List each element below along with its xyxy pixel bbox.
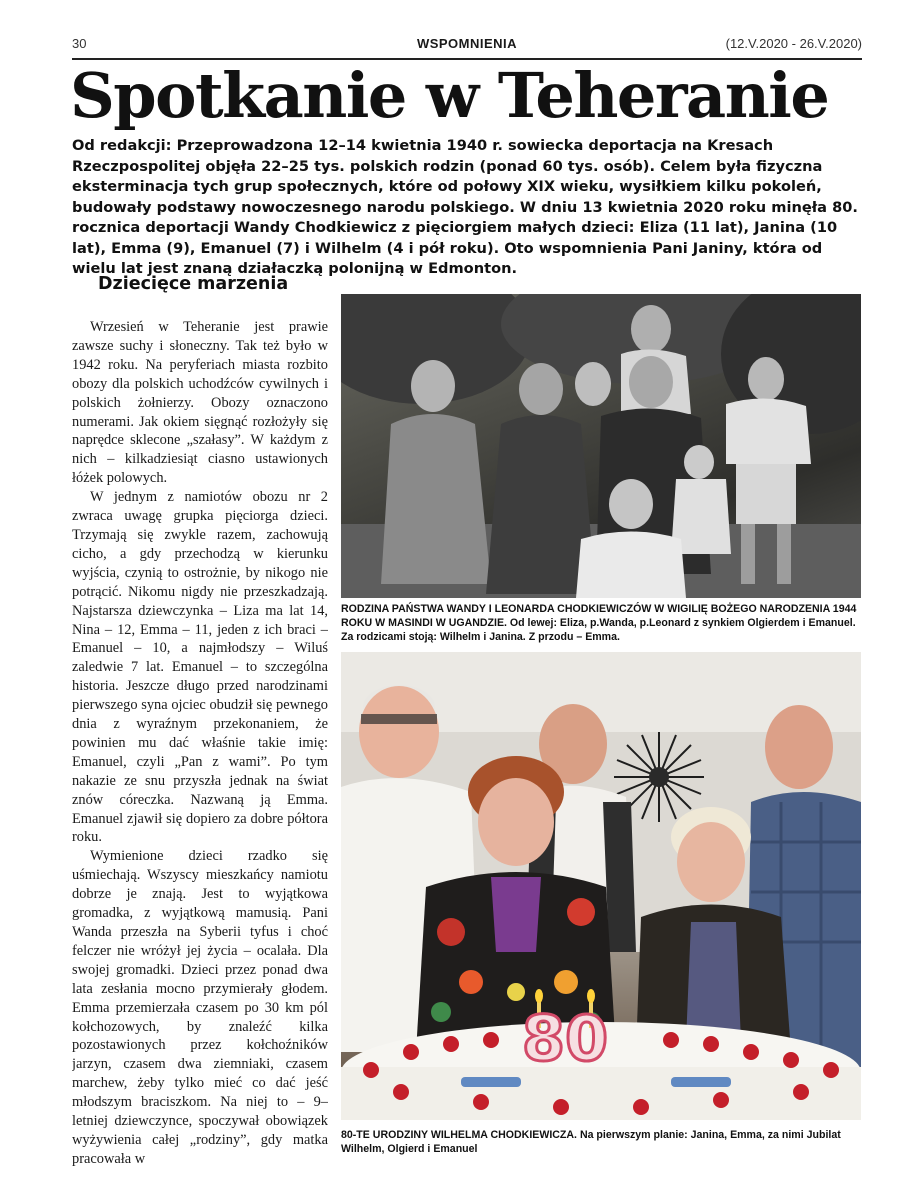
birthday-photo-illustration <box>341 652 861 1120</box>
family-photo-1944 <box>341 294 861 598</box>
article-subheading: Dziecięce marzenia <box>98 274 289 294</box>
issue-date-range: (12.V.2020 - 26.V.2020) <box>725 36 862 51</box>
section-name: WSPOMNIENIA <box>416 36 518 51</box>
cake-number-80: 80 <box>521 1002 609 1075</box>
birthday-photo <box>341 652 861 1120</box>
page-number: 30 <box>72 36 87 51</box>
article-lead: Od redakcji: Przeprowadzona 12–14 kwietnia 1940 r. sowiecka deportacja na Kresach Rzeczpospolitej objęła 22–25 tys. polskich rodzin (ponad 60 tys. osób). Celem była fizyczna eksterminacja tych grup społecznych, które od połowy XIX wieku, wysiłkiem kilku pokoleń, budowały podstawy nowoczesnego narodu polskiego. W dniu 13 kwietnia 2020 roku minęła 80. rocznica deportacji Wandy Chodkiewicz z pięciorgiem małych dzieci: Eliza (11 lat), Janina (10 lat), Emma (9), Emanuel (7) i Wilhelm (4 i pół roku). Oto wspomnienia Pani Janiny, która od wielu lat jest znaną działaczką polonijną w Edmonton. <box>72 137 858 277</box>
photo-caption-2: 80-TE URODZINY WILHELMA CHODKIEWICZA. Na pierwszym planie: Janina, Emma, za nimi Jubilat Wilhelm, Olgierd i Emanuel <box>341 1129 841 1155</box>
article-title: Spotkanie w Teheranie <box>70 59 829 132</box>
article-body <box>72 318 328 1166</box>
body-paragraph: W jednym z namiotów obozu nr 2 zwraca uwagę grupka pięciorga dzieci. Trzymają się zwykle razem, zachowują cicho, a gdy przechodzą w kierunku wyjścia, czynią to ostrożnie, by nikogo nie potrącić. Nikomu nigdy nie przeszkadzają. Najstarsza dziewczynka – Liza ma lat 14, Nina – 12, Emma – 11, jeden z ich braci – Emanuel – 10, a najmłodszy – Wiluś zaledwie 7 lat. Emanuel – to szczególna historia. Jeszcze długo przed narodzinami pierwszego syna ojciec obudził się pewnego dnia z wyraźnym przekonaniem, że powinien mu dać właśnie takie imię: Emanuel, czyli „Pan z wami”. Po tym nakazie ze snu przyszła jednak na świat znów córeczka. Nazwaną ją Emma. Emanuel zjawił się dopiero za dobre półtora roku. <box>72 489 328 846</box>
photo-caption-1: RODZINA PAŃSTWA WANDY I LEONARDA CHODKIEWICZÓW W WIGILIĘ BOŻEGO NARODZENIA 1944 ROKU W MASINDI W UGANDZIE. Od lewej: Eliza, p.Wanda, p.Leonard z synkiem Olgierdem i Emanuel. Za rodzicami stoją: Wilhelm i Janina. Z przodu – Emma. <box>341 603 857 643</box>
page-header <box>72 36 862 56</box>
family-photo-illustration <box>341 294 861 598</box>
body-paragraph: Wymienione dzieci rzadko się uśmiechają. Wszyscy mieszkańcy namiotu dobrze je znają. Jest to wyjątkowa gromadka, z wyjątkową mamusią. Pani Wanda przeszła na Syberii tyfus i choć felczer nie wróżył jej życia – ocalała. Dla swojej gromadki. Dzieci przez ponad dwa lata zesłania mocno przymierały głodem. Emma przemierzała czasem po 30 km pól kołchozowych, by znaleźć kilka pozostawionych przez kołchoźników jarzyn, czasem dwa ziemniaki, czasem marchew, żeby tylko mieć co dać jeść młodszym braciszkom. Na niej to – 9–letniej dziewczynce, spoczywał obowiązek wyżywienia całej „rodziny”, gdy matka pracowała w <box>72 848 328 1166</box>
body-paragraph: Wrzesień w Teheranie jest prawie zawsze suchy i słoneczny. Tak też było w 1942 roku. Na peryferiach miasta rozbito obozy dla polskich uchodźców cywilnych i polskich żołnierzy. Obozy oznaczono numerami. Jak okiem sięgnąć rozłożyły się naprędce sklecone „szałasy”. W każdym z nich – kilkadziesiąt ciasno ustawionych łóżek polowych. <box>72 319 328 487</box>
